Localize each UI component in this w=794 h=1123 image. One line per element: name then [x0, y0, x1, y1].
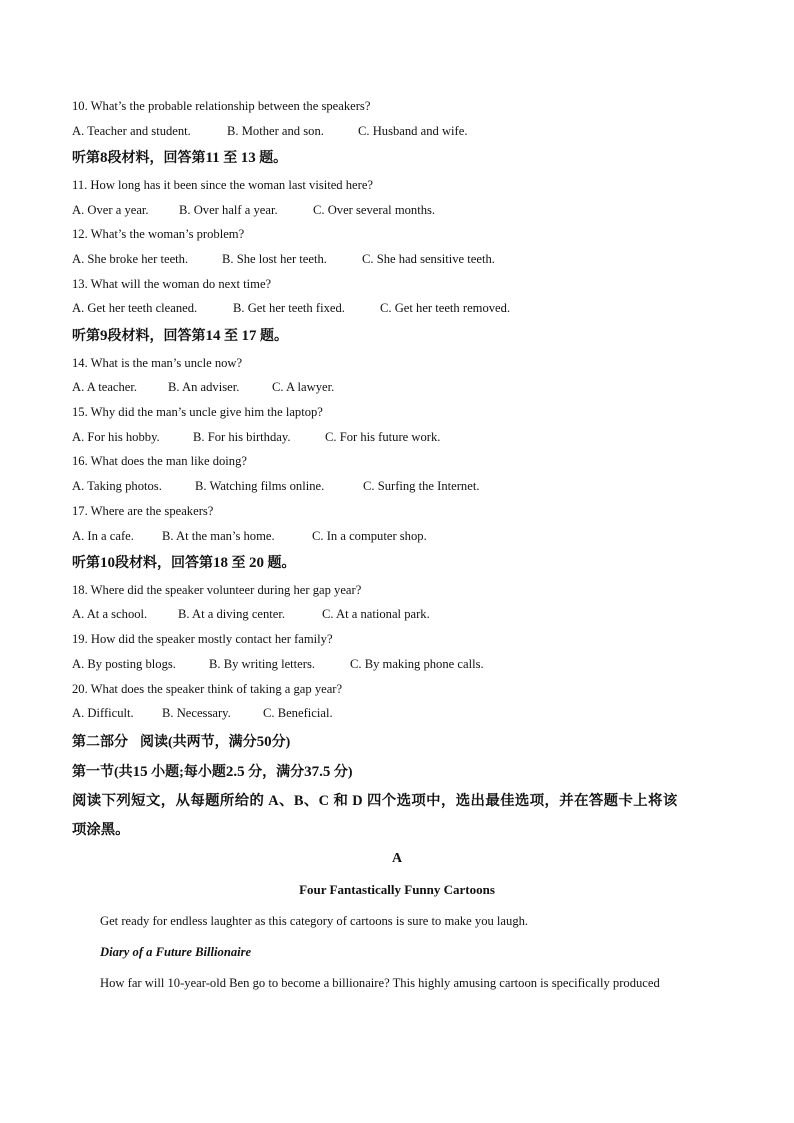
header-number: 37.5 — [304, 764, 331, 780]
header-text: 题。 — [259, 151, 288, 166]
question-19-options — [72, 657, 484, 672]
option-a: A. For his hobby. — [72, 430, 160, 444]
option-b: B. At the man’s home. — [162, 529, 275, 543]
question-10-options — [72, 124, 467, 139]
option-b: B. An adviser. — [168, 380, 240, 394]
question-11-options — [72, 203, 435, 218]
option-b: B. She lost her teeth. — [222, 252, 327, 266]
header-text: 段材料，回答第 — [115, 556, 213, 571]
option-a: A. Get her teeth cleaned. — [72, 301, 198, 315]
header-number: 2.5 — [225, 764, 245, 780]
option-c: C. Husband and wife. — [358, 124, 468, 138]
header-text: 听第 — [72, 151, 100, 166]
question-15-stem: 15. Why did the man’s uncle give him the laptop? — [72, 405, 323, 419]
option-b: B. Get her teeth fixed. — [233, 301, 345, 315]
question-13-stem: 13. What will the woman do next time? — [72, 277, 272, 291]
passage-paragraph: How far will 10-year-old Ben go to become a billionaire? This highly amusing cartoon is specifically produced — [100, 976, 660, 990]
header-number: 13 — [240, 150, 256, 166]
part-score: 50 — [256, 734, 272, 750]
header-number: 11 — [205, 150, 220, 166]
option-a: A. Over a year. — [72, 203, 149, 217]
header-number: 8 — [100, 150, 108, 166]
header-text: 分) — [333, 765, 353, 780]
option-c: C. In a computer shop. — [312, 529, 427, 543]
section-10-header — [72, 552, 296, 572]
question-18-options — [72, 607, 430, 622]
section-9-header — [72, 325, 288, 345]
option-c: C. A lawyer. — [272, 380, 335, 394]
option-a: A. In a cafe. — [72, 529, 134, 543]
option-c: C. She had sensitive teeth. — [362, 252, 495, 266]
option-c: C. By making phone calls. — [350, 657, 484, 671]
option-a: A. She broke her teeth. — [72, 252, 189, 266]
question-12-stem: 12. What’s the woman’s problem? — [72, 227, 245, 241]
question-19-stem: 19. How did the speaker mostly contact her family? — [72, 632, 333, 646]
header-text: 听第 — [72, 556, 100, 571]
question-16-options — [72, 479, 479, 494]
option-b: B. For his birthday. — [193, 430, 291, 444]
question-15-options — [72, 430, 440, 445]
option-b: B. Over half a year. — [179, 203, 278, 217]
option-c: C. Get her teeth removed. — [380, 301, 511, 315]
option-a: A. Teacher and student. — [72, 124, 191, 138]
instructions-line-1: 阅读下列短文，从每题所给的 A、B、C 和 D 四个选项中，选出最佳选项，并在答题卡上将该 — [72, 793, 678, 809]
header-text: 至 — [224, 329, 238, 344]
header-text: 第一节(共 — [72, 765, 133, 780]
header-text: 分，满分 — [248, 765, 305, 780]
header-number: 17 — [241, 328, 257, 344]
question-17-options — [72, 529, 427, 544]
section-1-header — [72, 761, 353, 781]
question-13-options — [72, 301, 510, 316]
option-a: A. By posting blogs. — [72, 657, 176, 671]
header-number: 18 — [213, 555, 228, 571]
option-a: A. At a school. — [72, 607, 148, 621]
header-text: 段材料，回答第 — [107, 151, 206, 166]
option-b: B. At a diving center. — [178, 607, 286, 621]
header-number: 10 — [100, 555, 115, 571]
section-8-header — [72, 147, 287, 167]
question-16-stem: 16. What does the man like doing? — [72, 454, 247, 468]
part-title: 阅读(共两节，满分 — [140, 735, 257, 750]
question-17-stem: 17. Where are the speakers? — [72, 504, 214, 518]
option-b: B. By writing letters. — [209, 657, 315, 671]
header-text: 听第 — [72, 329, 100, 344]
part-label: 第二部分 — [72, 735, 128, 750]
option-b: B. Necessary. — [162, 706, 231, 720]
option-b: B. Watching films online. — [195, 479, 325, 493]
option-a: A. A teacher. — [72, 380, 138, 394]
question-20-stem: 20. What does the speaker think of taking a gap year? — [72, 682, 343, 696]
option-b: B. Mother and son. — [227, 124, 324, 138]
header-text: 至 — [231, 556, 246, 571]
header-text: 小题;每小题 — [151, 765, 226, 780]
option-c: C. Beneficial. — [263, 706, 333, 720]
option-a: A. Difficult. — [72, 706, 134, 720]
part-title-tail: 分) — [271, 735, 291, 750]
header-text: 至 — [223, 151, 238, 166]
option-a: A. Taking photos. — [72, 479, 162, 493]
header-number: 15 — [132, 764, 148, 780]
passage-title: Four Fantastically Funny Cartoons — [299, 882, 495, 897]
option-c: C. Over several months. — [313, 203, 436, 217]
option-c: C. Surfing the Internet. — [363, 479, 480, 493]
question-11-stem: 11. How long has it been since the woman last visited here? — [72, 178, 374, 192]
instructions-line-2: 项涂黑。 — [72, 822, 130, 838]
question-14-stem: 14. What is the man’s uncle now? — [72, 356, 243, 370]
question-14-options — [72, 380, 334, 395]
header-number: 20 — [249, 555, 264, 571]
header-text: 段材料，回答第 — [107, 329, 206, 344]
question-10-stem: 10. What’s the probable relationship between the speakers? — [72, 99, 371, 113]
passage-letter: A — [391, 851, 403, 866]
option-c: C. For his future work. — [325, 430, 441, 444]
option-c: C. At a national park. — [322, 607, 430, 621]
header-number: 14 — [205, 328, 221, 344]
question-18-stem: 18. Where did the speaker volunteer during her gap year? — [72, 583, 362, 597]
header-text: 题。 — [260, 329, 288, 344]
question-20-options — [72, 706, 333, 721]
question-12-options — [72, 252, 495, 267]
header-number: 9 — [100, 328, 108, 344]
passage-intro: Get ready for endless laughter as this category of cartoons is sure to make you laugh. — [100, 914, 529, 928]
part-2-header — [72, 731, 290, 751]
passage-subheading: Diary of a Future Billionaire — [100, 945, 252, 959]
header-text: 题。 — [267, 556, 296, 571]
